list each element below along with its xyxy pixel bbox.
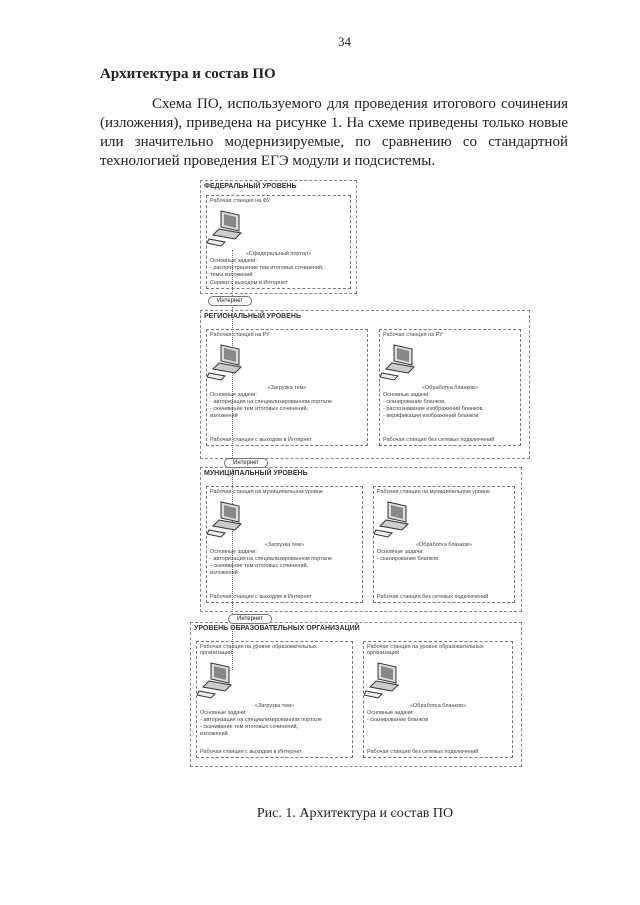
workstation-footer: Рабочая станция без сетевых подключений (367, 749, 479, 755)
workstation-role: «Загрузка тем» (267, 385, 307, 391)
workstation-box (206, 195, 351, 289)
workstation-role: «Загрузка тем» (264, 542, 305, 548)
tasks-label: Основные задачи: (367, 710, 414, 716)
task-item: - авторизация на специализированном портале (210, 399, 332, 405)
workstation-footer: Рабочая станция с выходом в Интернет (210, 594, 312, 600)
figure-caption: Рис. 1. Архитектура и состав ПО (256, 806, 454, 821)
workstation-title: Рабочая станция на РУ (210, 332, 270, 338)
tasks-label: Основные задачи: (210, 392, 257, 398)
level-box (200, 180, 357, 294)
task-item: изложений (200, 731, 228, 737)
computer-icon (207, 209, 247, 247)
page-number: 34 (338, 34, 351, 49)
task-item: - скачивание тем итоговых сочинений, (200, 724, 299, 730)
tasks-label: Основные задачи: (210, 258, 257, 264)
task-item: - распространение тем итоговых сочинений, (210, 265, 324, 271)
task-item: темы изложений (210, 272, 253, 278)
task-item: - авторизация на специализированном портале (210, 556, 332, 562)
workstation-box (196, 641, 353, 758)
computer-icon (207, 500, 247, 538)
level-box (190, 622, 522, 767)
task-item: - сканирование бланков (377, 556, 439, 562)
tasks-label: Основные задачи: (377, 549, 424, 555)
tasks-label: Основные задачи: (210, 549, 257, 555)
section-heading: Архитектура и состав ПО (100, 66, 276, 82)
level-title: МУНИЦИПАЛЬНЫЙ УРОВЕНЬ (204, 470, 308, 477)
workstation-title: Рабочая станция на муниципальном уровне (210, 489, 323, 495)
workstation-title: Рабочая станция на муниципальном уровне (377, 489, 490, 495)
computer-icon (197, 661, 237, 699)
task-item: - сканирование бланков, (383, 399, 446, 405)
workstation-title: Рабочая станция на ФУ (210, 198, 271, 204)
workstation-box (379, 329, 521, 446)
internet-cloud: Интернет (208, 296, 252, 306)
workstation-role: «Загрузка тем» (254, 703, 295, 709)
level-box (200, 310, 530, 459)
workstation-footer: Рабочая станция без сетевых подключений (377, 594, 489, 600)
workstation-footer: Рабочая станция с выходом в Интернет (200, 749, 302, 755)
workstation-box (206, 329, 368, 446)
workstation-footer: Рабочая станция с выходом в Интернет (210, 437, 312, 443)
level-title: УРОВЕНЬ ОБРАЗОВАТЕЛЬНЫХ ОРГАНИЗАЦИЙ (194, 625, 360, 632)
workstation-title: Рабочая станция на уровне образовательных организаций (200, 644, 317, 656)
internet-cloud: Интернет (224, 458, 268, 468)
task-item: - скачивание тем итоговых сочинений, (210, 406, 309, 412)
level-title: РЕГИОНАЛЬНЫЙ УРОВЕНЬ (204, 313, 301, 320)
workstation-title: Рабочая станция на РУ (383, 332, 443, 338)
computer-icon (374, 500, 414, 538)
workstation-box (206, 486, 363, 603)
computer-icon (380, 343, 420, 381)
body-paragraph: Схема ПО, используемого для проведения итогового сочинения (изложения), приведена на рисунке 1. На схеме приведены только новые или значительно модернизируемые, по сравнению со стандартной технологией проведения ЕГЭ модули и подсистемы. (100, 96, 568, 169)
task-item: - верификация изображений бланков (383, 413, 479, 419)
level-title: ФЕДЕРАЛЬНЫЙ УРОВЕНЬ (204, 183, 297, 190)
task-item: - авторизация на специализированном портале (200, 717, 322, 723)
workstation-footer: Рабочая станция без сетевых подключений (383, 437, 495, 443)
level-box (200, 467, 522, 612)
task-item: - скачивание тем итоговых сочинений, (210, 563, 309, 569)
internet-cloud: Интернет (228, 614, 272, 624)
workstation-role: «Обработка бланков» (421, 385, 479, 391)
workstation-role: «Обработка бланков» (415, 542, 473, 548)
tasks-label: Основные задачи: (200, 710, 247, 716)
workstation-footer: Сервер с выходом в Интернет (210, 280, 288, 286)
workstation-role: «Обработка бланков» (409, 703, 467, 709)
workstation-box (363, 641, 513, 758)
tasks-label: Основные задачи: (383, 392, 430, 398)
workstation-box (373, 486, 515, 603)
task-item: - сканирование бланков (367, 717, 429, 723)
task-item: - распознавание изображений бланков, (383, 406, 484, 412)
task-item: изложений (210, 570, 238, 576)
workstation-role: «Сфедеральный портал» (245, 251, 312, 257)
computer-icon (207, 343, 247, 381)
computer-icon (364, 661, 404, 699)
workstation-title: Рабочая станция на уровне образовательных организаций (367, 644, 484, 656)
task-item: изложений (210, 413, 238, 419)
